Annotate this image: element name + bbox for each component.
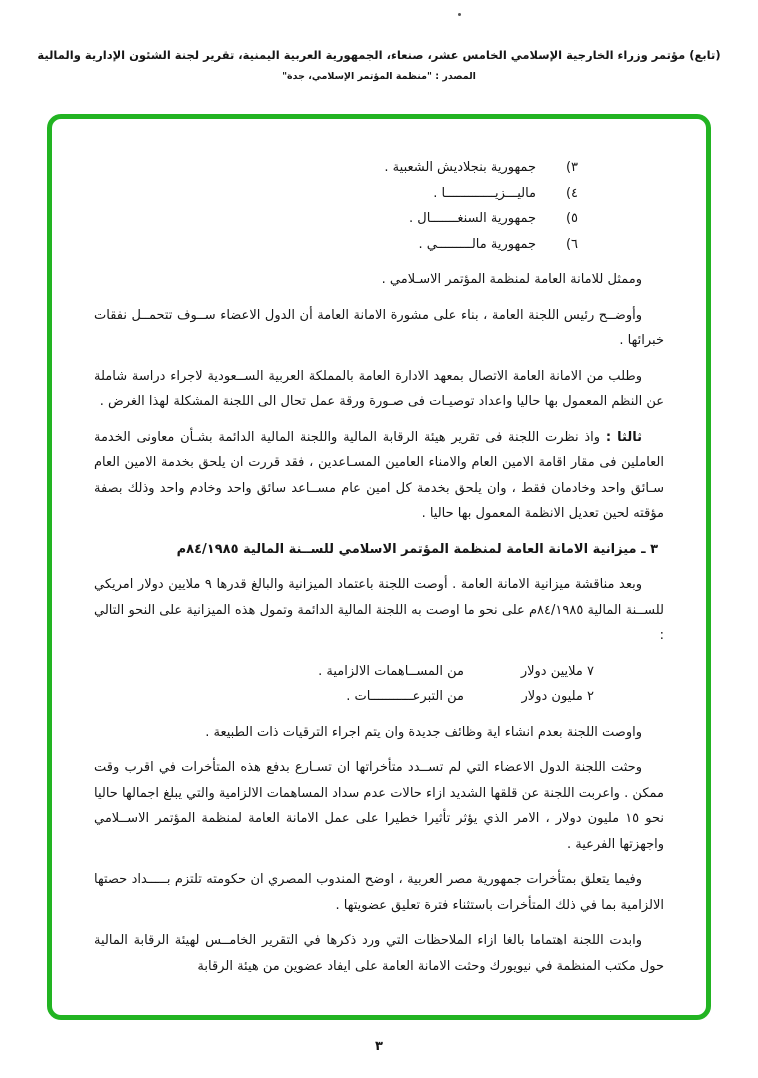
member-row: [94, 232, 578, 258]
header-source: المصدر : "منظمة المؤتمر الإسلامي، جدة": [282, 71, 476, 82]
paragraph-experts-costs: وأوضــح رئيس اللجنة العامة ، بناء على مشورة الامانة العامة أن الدول الاعضاء ســوف تتحمــل نفقات خبرائها .: [94, 307, 664, 348]
thirdly-text: واذ نظرت اللجنة فى تقرير هيئة الرقابة المالية واللجنة المالية الدائمة بشـأن معاونى الخدمة العاملين فى مقار اقامة الامين العام والامناء العامين المسـاعدين ، فقد قررت ان يلحق بخدمة الامين العام سـائق واحد وخادمان فقط ، وان يلحق بخدمة كل امين عام مســاعد سائق واحد وخادم واحد وذلك بصفة مؤقته لحين تعديل الانظمة المعمول بها حاليا .: [94, 429, 664, 521]
document-frame: [47, 114, 711, 1020]
budget-row: [94, 684, 594, 710]
member-name: جمهورية مالـــــــــي .: [418, 236, 536, 252]
member-row: [94, 181, 578, 207]
budget-amount: ٢ مليون دولار: [521, 689, 594, 704]
member-number: ٣): [565, 160, 578, 175]
paragraph-thirdly: [94, 425, 664, 527]
member-name: ماليـــزيـــــــــــــا .: [433, 185, 536, 201]
paragraph-newyork-office: وابدت اللجنة اهتماما بالغا ازاء الملاحظات التي ورد ذكرها في التقرير الخامــس لهيئة الرقابة المالية حول مكتب المنظمة في نيويورك وحثت الامانة العامة على ايفاد عضوين من هيئة الرقابة: [94, 933, 664, 974]
paragraph-institute-study: وطلب من الامانة العامة الاتصال بمعهد الادارة العامة بالمملكة العربية الســعودية لاجراء دراسة شاملة عن النظم المعمول بها حاليا واعداد توصيـات فى صـورة ورقة عمل تحال الى اللجنة المشكلة لهذا الغرض .: [94, 368, 664, 409]
member-number: ٤): [565, 185, 578, 201]
member-name: جمهورية السنغـــــــال .: [409, 211, 536, 226]
paragraph-no-new-posts: واوصت اللجنة بعدم انشاء اية وظائف جديدة وان يتم اجراء الترقيات ذات الطبيعة .: [205, 724, 642, 740]
member-row: [94, 206, 578, 232]
document-content: [52, 119, 706, 979]
budget-row: [94, 659, 594, 685]
budget-source: من التبرعـــــــــــات .: [346, 689, 464, 704]
budget-amount: ٧ ملايين دولار: [520, 663, 594, 679]
paragraph-egypt-arrears: وفيما يتعلق بمتأخرات جمهورية مصر العربية ، اوضح المندوب المصري ان حكومته تلتزم بـــــداد حصتها الالزامية بما في ذلك المتأخرات باستثناء فترة تعليق عضويتها .: [94, 872, 664, 913]
paragraph-secretariat-intro: وممثل للامانة العامة لمنظمة المؤتمر الاسـلامي .: [381, 272, 642, 287]
page-number: ٣: [375, 1039, 383, 1054]
budget-table: [94, 659, 664, 710]
thirdly-label: ثالثا :: [605, 429, 642, 445]
page-header: [10, 48, 748, 82]
budget-section-heading: ٣ ـ ميزانية الامانة العامة لمنظمة المؤتمر الاسلامي للســنة المالية ٨٤/١٩٨٥م: [176, 541, 658, 557]
budget-source: من المســاهمات الالزامية .: [318, 663, 464, 679]
member-number: ٦): [565, 236, 578, 252]
member-number: ٥): [565, 211, 578, 226]
member-row: [94, 155, 578, 181]
paragraph-budget-approval: وبعد مناقشة ميزانية الامانة العامة . أوصت اللجنة باعتماد الميزانية والبالغ قدرها ٩ ملايين دولار امريكي للســنة المالية ٨٤/١٩٨٥م على نحو ما اوصت به اللجنة المالية الدائمة وتمول هذه الميزانية على النحو التالي :: [94, 577, 664, 643]
header-title: (تابع) مؤتمر وزراء الخارجية الإسلامي الخامس عشر، صنعاء، الجمهورية العربية اليمنية، تقرير لجنة الشئون الإدارية والمالية: [37, 48, 721, 62]
scan-artifact-dot: [458, 13, 461, 16]
paragraph-arrears: وحثت اللجنة الدول الاعضاء التي لم تســدد متأخراتها ان تسـارع بدفع هذه المتأخرات في اقرب وقت ممكن . واعربت اللجنة عن قلقها الشديد ازاء حالات عدم سداد المساهمات الالزامية والتي يبلغ اجمالها حاليا نحو ١٥ مليون دولار ، الامر الذي يؤثر تأثيرا خطيرا على عمل الامانة العامة لمنظمة المؤتمر الاســلامي واجهزتها الفرعية .: [94, 760, 665, 852]
member-name: جمهورية بنجلاديش الشعبية .: [384, 160, 536, 175]
member-list: [94, 155, 664, 257]
